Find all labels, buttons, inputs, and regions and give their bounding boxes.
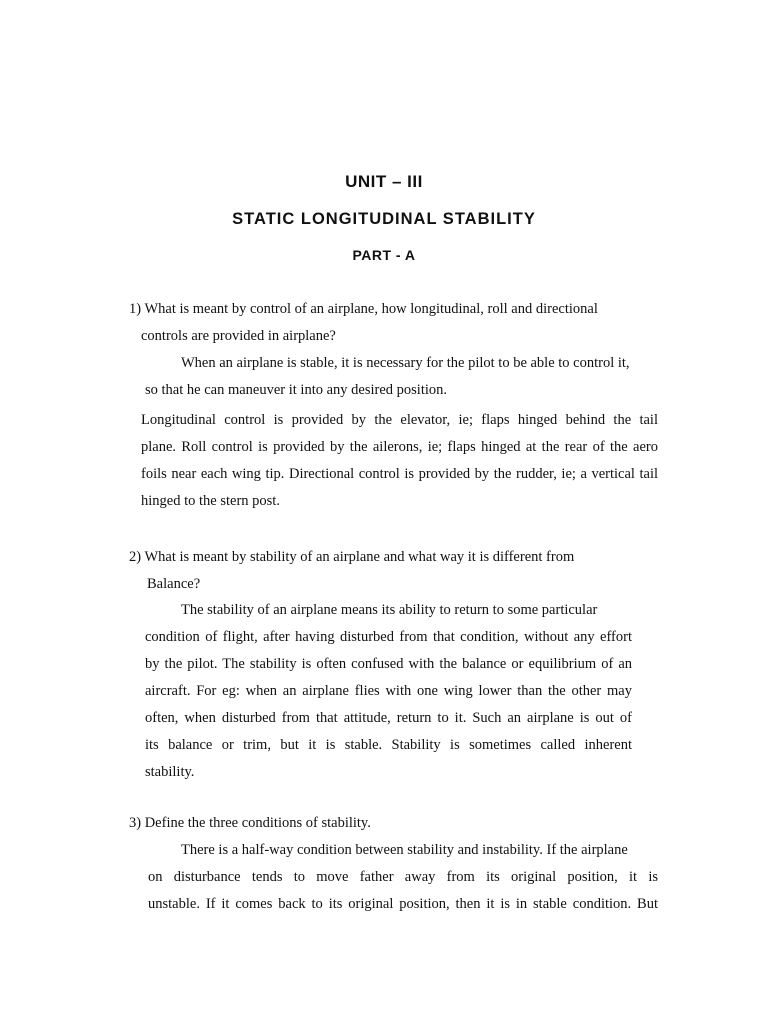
answer-1-p2-line-3: foils near each wing tip. Directional control is provided by the rudder, ie; a vertical tail — [141, 466, 658, 482]
answer-1-paragraph-1 — [145, 350, 665, 404]
answer-3-line-2: on disturbance tends to move father away from its original position, it is — [148, 869, 658, 885]
answer-1-p1-line-1: When an airplane is stable, it is necessary for the pilot to be able to control it, — [181, 355, 630, 371]
answer-2-line-4: aircraft. For eg: when an airplane flies with one wing lower than the other may — [145, 683, 632, 699]
answer-2-paragraph — [145, 597, 632, 786]
answer-2-line-6: its balance or trim, but it is stable. Stability is sometimes called inherent — [145, 737, 632, 753]
answer-1-p1-line-2: so that he can maneuver it into any desired position. — [145, 382, 448, 398]
question-2-line-1: 2) What is meant by stability of an airplane and what way it is different from — [129, 549, 575, 565]
answer-1-paragraph-2 — [141, 407, 658, 515]
answer-2-line-3: by the pilot. The stability is often confused with the balance or equilibrium of an — [145, 656, 632, 672]
question-3-line-1: 3) Define the three conditions of stability. — [129, 815, 371, 831]
chapter-title: STATIC LONGITUDINAL STABILITY — [232, 210, 536, 228]
answer-3-line-1: There is a half-way condition between stability and instability. If the airplane — [181, 842, 628, 858]
answer-1-p2-line-2: plane. Roll control is provided by the ailerons, ie; flaps hinged at the rear of the aero — [141, 439, 658, 455]
question-1-line-1: 1) What is meant by control of an airplane, how longitudinal, roll and directional — [129, 301, 598, 317]
part-heading: PART - A — [352, 247, 416, 263]
answer-2-line-1: The stability of an airplane means its ability to return to some particular — [181, 602, 598, 618]
answer-2-line-5: often, when disturbed from that attitude, return to it. Such an airplane is out of — [145, 710, 632, 726]
answer-1-p2-line-1: Longitudinal control is provided by the elevator, ie; flaps hinged behind the tail — [141, 412, 658, 428]
unit-heading: UNIT – III — [345, 172, 423, 191]
answer-3-line-3: unstable. If it comes back to its original position, then it is in stable condition. But — [148, 896, 658, 912]
answer-2-line-7: stability. — [145, 764, 195, 780]
question-1-line-2: controls are provided in airplane? — [141, 328, 336, 344]
answer-2-line-2: condition of flight, after having disturbed from that condition, without any effort — [145, 629, 632, 645]
question-2-line-2: Balance? — [147, 576, 201, 592]
answer-3-paragraph — [148, 837, 658, 918]
answer-1-p2-line-4: hinged to the stern post. — [141, 493, 280, 509]
